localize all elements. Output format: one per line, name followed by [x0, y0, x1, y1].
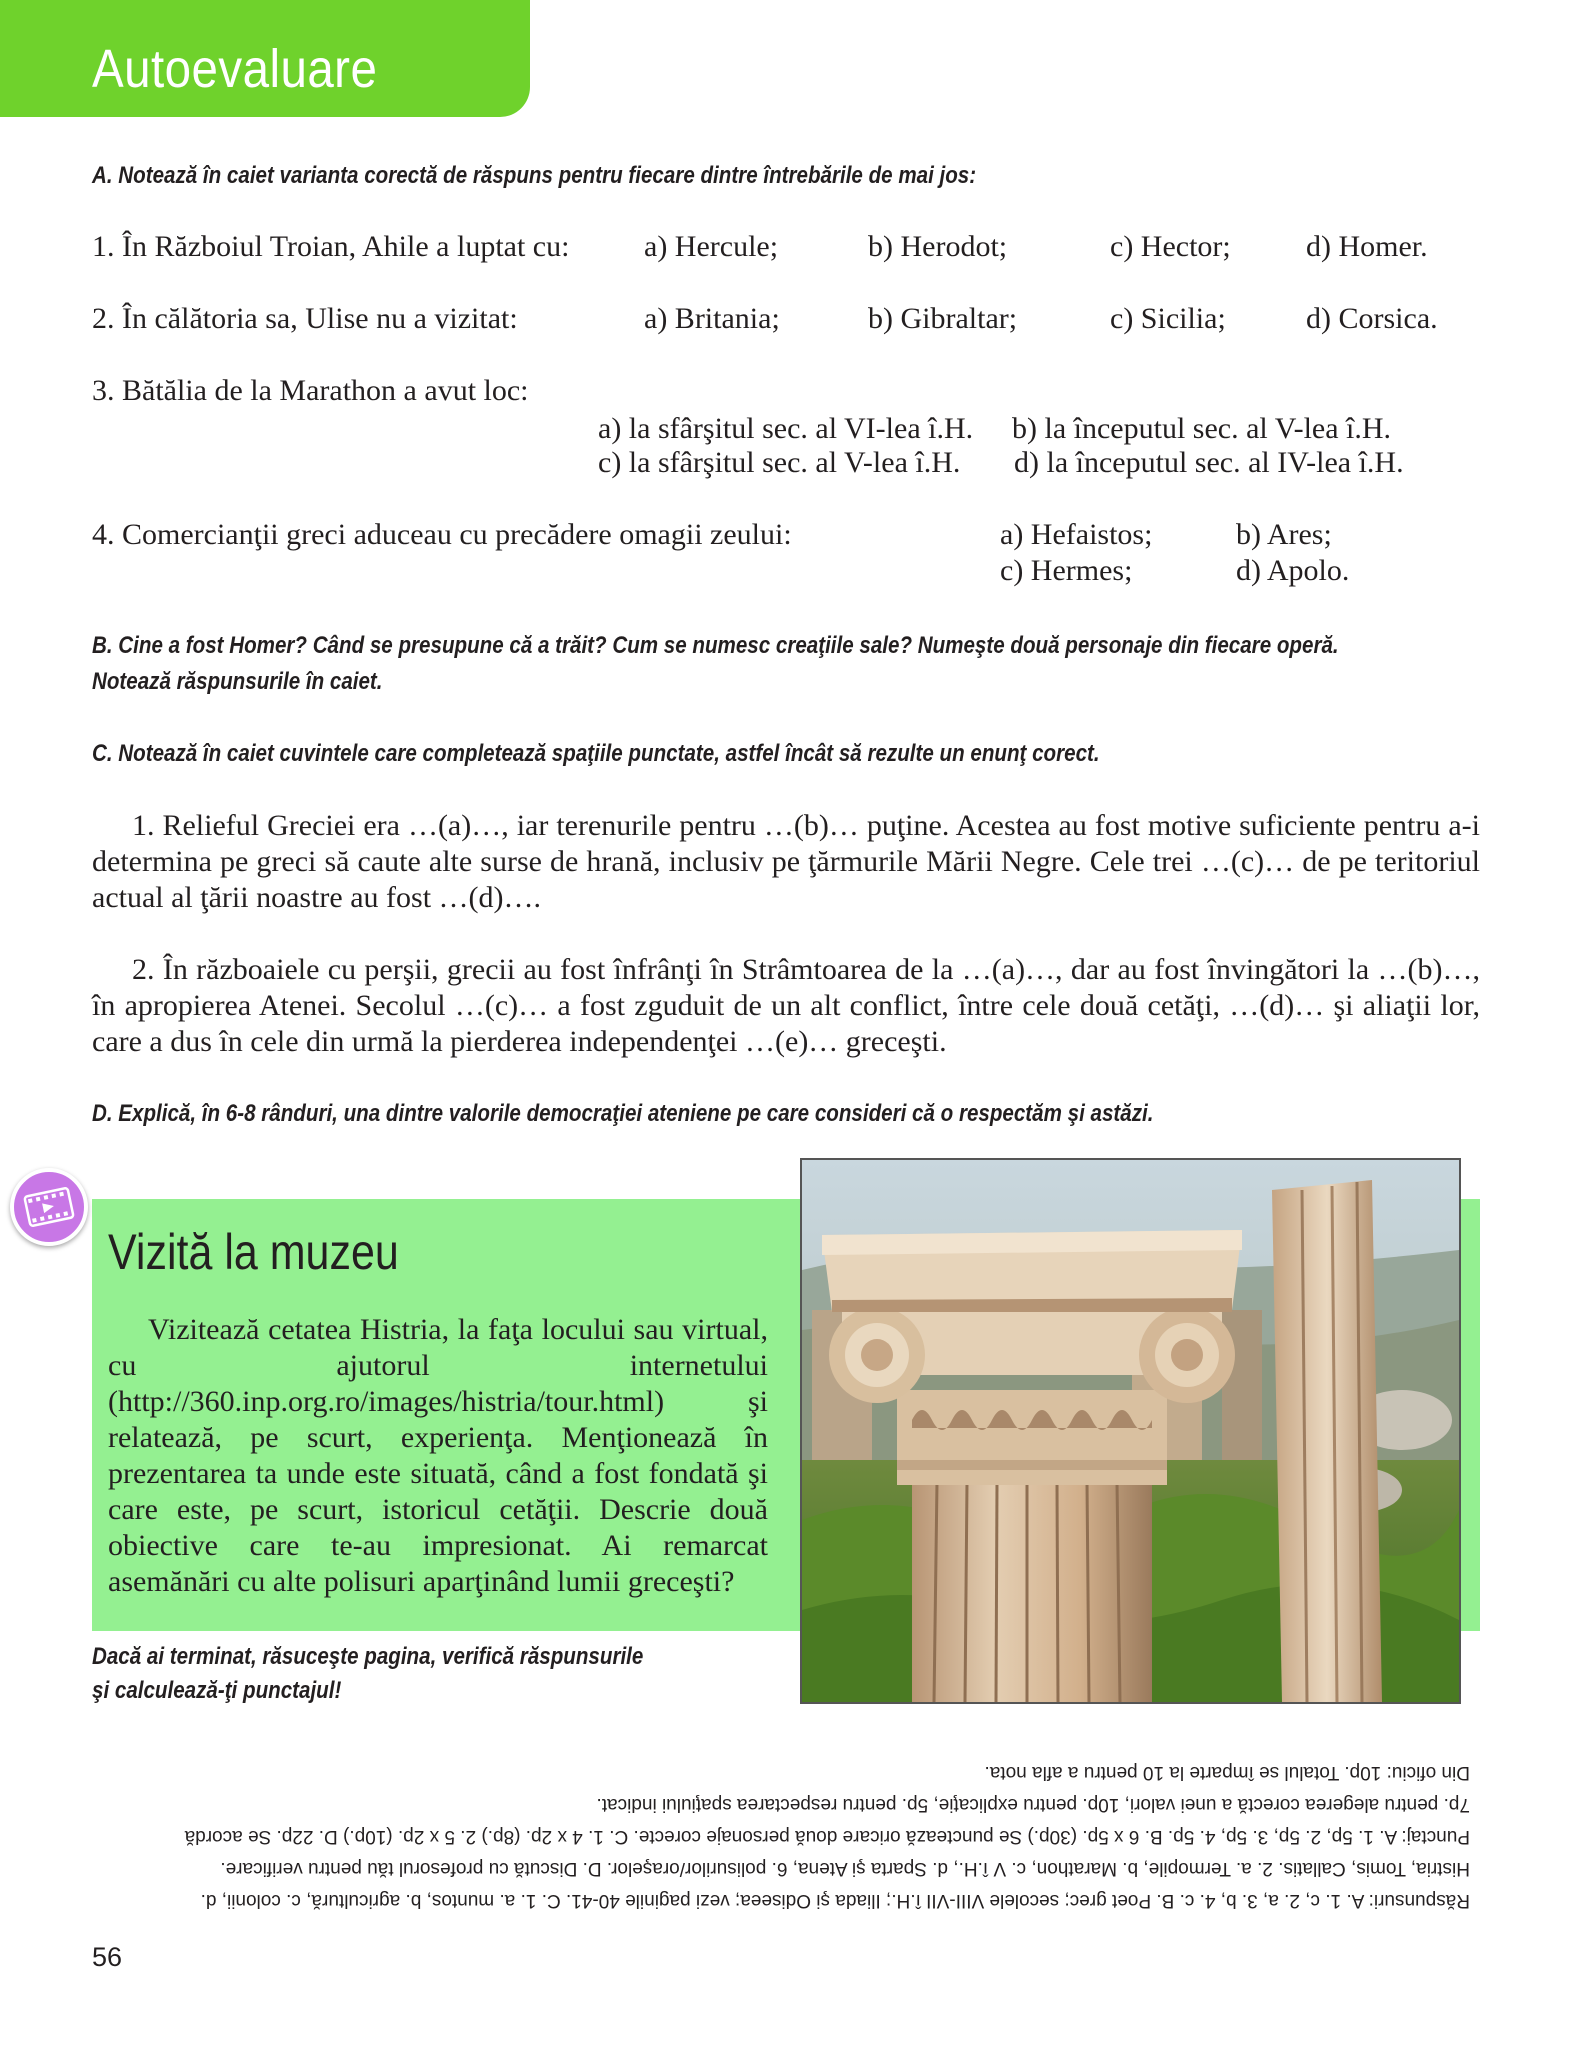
section-b-line-1: B. Cine a fost Homer? Când se presupune că a trăit? Cum se numesc creaţiile sale? Numeşte două personaje din fiecare operă.	[92, 632, 1339, 659]
ionic-columns-photo	[800, 1158, 1461, 1704]
film-play-icon	[14, 1172, 84, 1242]
question-3: 3. Bătălia de la Marathon a avut loc:	[92, 374, 529, 407]
question-2: 2. În călătoria sa, Ulise nu a vizitat:	[92, 302, 518, 335]
answers-line-3: Punctaj: A. 1. 5p, 2. 5p, 3. 5p, 4. 5p. B. 6 x 5p. (30p.) Se punctează oricare două personaje corecte. C. 1. 4 x 2p. (8p.) 2. 5 x 2p. (10p.) D. 22p. Se acordă	[184, 1826, 1470, 1847]
q3-option-b: b) la începutul sec. al V-lea î.H.	[1012, 412, 1392, 445]
q4-option-a: a) Hefaistos;	[1000, 518, 1153, 551]
question-1: 1. În Războiul Troian, Ahile a luptat cu:	[92, 230, 570, 263]
finish-note-line-2: şi calculează-ţi punctajul!	[92, 1677, 342, 1704]
q4-option-b: b) Ares;	[1236, 518, 1332, 551]
q1-option-c: c) Hector;	[1110, 230, 1231, 263]
q3-option-d: d) la începutul sec. al IV-lea î.H.	[1014, 446, 1404, 479]
finish-note	[92, 1640, 643, 1708]
answers-line-5: Din oficiu: 10p. Totalul se împarte la 10 pentru a afla nota.	[984, 1762, 1470, 1783]
q3-option-a: a) la sfârşitul sec. al VI-lea î.H.	[598, 412, 974, 445]
page-title: Autoevaluare	[92, 39, 378, 99]
q4-option-c: c) Hermes;	[1000, 554, 1133, 587]
q3-option-c: c) la sfârşitul sec. al V-lea î.H.	[598, 446, 961, 479]
section-c-instruction: C. Notează în caiet cuvintele care completează spaţiile punctate, astfel încât să rezulte un enunţ corect.	[92, 740, 1100, 767]
answers-line-2: Histria, Tomis, Callatis. 2. a. Termopile, b. Marathon, c. V î.H., d. Sparta şi Atena, 6. polisurilor/oraşelor. D. Discută cu profesorul tău pentru verificare.	[220, 1858, 1470, 1879]
q2-option-d: d) Corsica.	[1306, 302, 1438, 335]
museum-title: Vizită la muzeu	[108, 1224, 399, 1280]
q2-option-c: c) Sicilia;	[1110, 302, 1226, 335]
q4-option-d: d) Apolo.	[1236, 554, 1350, 587]
q1-option-a: a) Hercule;	[644, 230, 779, 263]
page-number: 56	[92, 1942, 123, 1972]
section-d-instruction: D. Explică, în 6-8 rânduri, una dintre valorile democraţiei ateniene pe care consideri că o respectăm şi astăzi.	[92, 1100, 1154, 1127]
question-4: 4. Comercianţii greci aduceau cu precădere omagii zeului:	[92, 518, 792, 551]
q1-option-d: d) Homer.	[1306, 230, 1428, 263]
answers-line-1: Răspunsuri: A. 1. c, 2. a, 3. b, 4. c. B. Poet grec; secolele VIII-VII î.H.; Iliada şi Odiseea; vezi paginile 40-41. C. 1. a. muntos, b. agricultură, c. colonii, d.	[200, 1890, 1470, 1911]
section-c-paragraph-1: 1. Relieful Greciei era …(a)…, iar terenurile pentru …(b)… puţine. Acestea au fost motive suficiente pentru a-i determina pe greci să caute alte surse de hrană, inclusiv pe ţărmurile Mării Negre. Cele trei …(c)… de pe teritoriul actual al ţării noastre au fost …(d)….	[92, 809, 1480, 914]
q2-option-b: b) Gibraltar;	[868, 302, 1018, 335]
museum-text: Vizitează cetatea Histria, la faţa locului sau virtual, cu ajutorul internetului (http://360.inp.org.ro/images/histria/tour.html) şi relatează, pe scurt, experienţa. Menţionează în prezentarea ta unde este situată, când a fost fondată şi care este, pe scurt, istoricul cetăţii. Descrie două obiective care te-au impresionat. Ai remarcat asemănări cu alte polisuri aparţinând lumii greceşti?	[108, 1313, 768, 1598]
finish-note-line-1: Dacă ai terminat, răsuceşte pagina, verifică răspunsurile	[92, 1643, 644, 1670]
answers-upside-down	[92, 1756, 1470, 1916]
q1-option-b: b) Herodot;	[868, 230, 1008, 263]
q2-option-a: a) Britania;	[644, 302, 780, 335]
section-c-paragraph-2: 2. În războaiele cu perşii, grecii au fost înfrânţi în Strâmtoarea de la …(a)…, dar au fost învingători la …(b)…, în apropierea Atenei. Secolul …(c)… a fost zguduit de un alt conflict, între cele două cetăţi, …(d)… şi aliaţii lor, care a dus în cele din urmă la pierderea independenţei …(e)… greceşti.	[92, 953, 1480, 1058]
video-badge	[10, 1168, 88, 1246]
section-a-instruction: A. Notează în caiet varianta corectă de răspuns pentru fiecare dintre întrebările de mai jos:	[92, 162, 977, 189]
header-tab	[0, 0, 530, 117]
answers-line-4: 7p. pentru alegerea corectă a unei valori, 10p. pentru explicaţie, 5p. pentru respectarea spaţiului indicat.	[596, 1794, 1470, 1815]
section-b-line-2: Notează răspunsurile în caiet.	[92, 668, 383, 695]
